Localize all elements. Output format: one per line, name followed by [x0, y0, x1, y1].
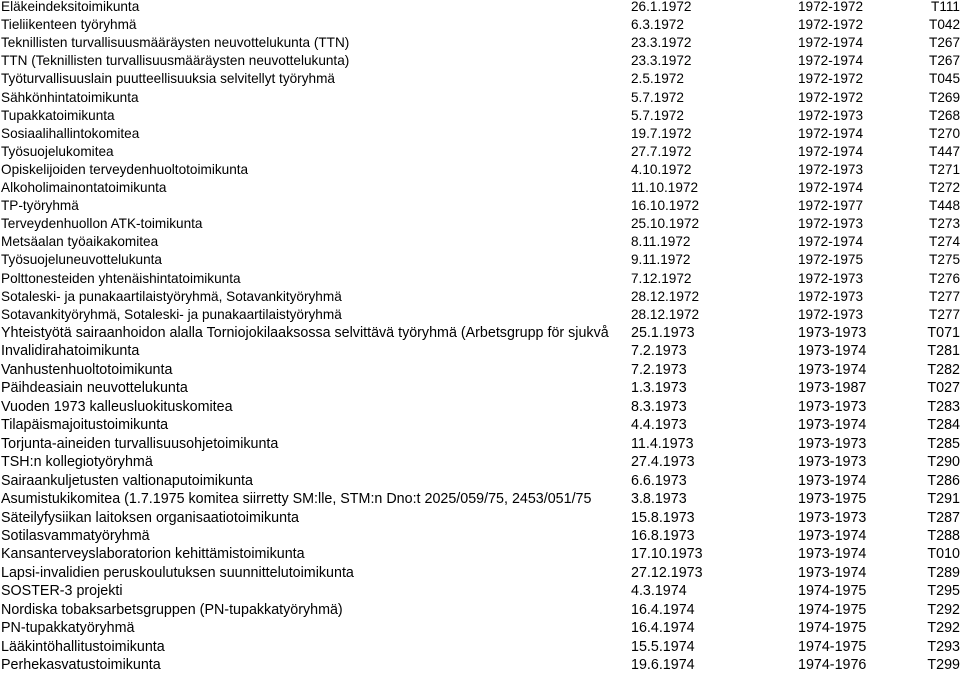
start-date: 28.12.1972: [631, 306, 700, 322]
archive-code: T272: [929, 180, 960, 195]
table-row: [0, 287, 960, 307]
archive-code: T267: [929, 35, 960, 51]
table-row: [0, 378, 960, 398]
year-range: 1974-1975: [798, 620, 867, 637]
committee-name: Polttonesteiden yhtenäishintatoimikunta: [1, 270, 241, 286]
table-row: [0, 106, 960, 126]
archive-code: T285: [927, 435, 960, 452]
start-date: 23.3.1972: [631, 35, 692, 51]
committee-name: Säteilyfysiikan laitoksen organisaatiotoimikunta: [1, 509, 300, 526]
start-date: 27.7.1972: [631, 143, 692, 159]
year-range: 1972-1972: [798, 0, 864, 14]
committee-name: Tieliikenteen työryhmä: [1, 17, 137, 33]
table-row: [0, 124, 960, 144]
start-date: 15.8.1973: [631, 509, 695, 526]
start-date: 8.3.1973: [631, 398, 687, 415]
archive-code: T269: [929, 89, 960, 105]
committee-name: TSH:n kollegiotyöryhmä: [1, 454, 153, 471]
table-row: [0, 544, 960, 564]
year-range: 1973-1975: [798, 491, 867, 507]
start-date: 5.7.1972: [631, 89, 684, 105]
committee-name: Torjunta-aineiden turvallisuusohjetoimikunta: [1, 435, 279, 452]
archive-code: T292: [927, 620, 960, 637]
table-row: [0, 452, 960, 472]
start-date: 5.7.1972: [631, 107, 684, 123]
year-range: 1972-1977: [798, 198, 864, 214]
year-range: 1974-1975: [798, 638, 867, 655]
start-date: 11.10.1972: [631, 180, 699, 195]
year-range: 1974-1975: [798, 601, 867, 618]
table-row: [0, 489, 960, 509]
start-date: 16.4.1974: [631, 620, 695, 637]
table-row: [0, 526, 960, 546]
start-date: 3.8.1973: [631, 491, 687, 507]
start-date: 25.10.1972: [631, 216, 700, 232]
table-row: [0, 655, 960, 675]
year-range: 1972-1974: [798, 143, 864, 159]
table-row: [0, 581, 960, 601]
committee-name: Kansanterveyslaboratorion kehittämistoimikunta: [1, 546, 305, 563]
archive-code: T295: [927, 583, 960, 600]
year-range: 1973-1973: [798, 325, 867, 341]
archive-code: T291: [927, 491, 960, 507]
committee-name: Vanhustenhuoltotoimikunta: [1, 361, 173, 378]
committee-name: PN-tupakkatyöryhmä: [1, 620, 135, 637]
archive-code: T071: [927, 325, 960, 341]
archive-code: T288: [927, 528, 960, 544]
archive-code: T448: [929, 198, 960, 214]
committee-name: Sotaleski- ja punakaartilaistyöryhmä, Sotavankityöryhmä: [1, 288, 342, 304]
start-date: 16.10.1972: [631, 198, 700, 214]
start-date: 11.4.1973: [631, 435, 694, 452]
table-row: [0, 397, 960, 417]
archive-code: T111: [931, 0, 960, 14]
year-range: 1973-1974: [798, 564, 867, 581]
table-row: [0, 563, 960, 583]
start-date: 7.12.1972: [631, 270, 692, 286]
table-row: [0, 160, 960, 180]
year-range: 1972-1973: [798, 161, 864, 177]
start-date: 4.3.1974: [631, 583, 687, 600]
start-date: 6.6.1973: [631, 472, 687, 489]
committee-name: TP-työryhmä: [1, 198, 79, 214]
table-row: [0, 618, 960, 638]
committee-name: Tilapäismajoitustoimikunta: [1, 417, 169, 434]
year-range: 1973-1974: [798, 546, 867, 563]
table-row: [0, 69, 960, 89]
committee-name: Sosiaalihallintokomitea: [1, 125, 140, 141]
archive-code: T027: [927, 380, 960, 397]
archive-code: T273: [929, 216, 960, 232]
committee-name: Työsuojeluneuvottelukunta: [1, 252, 162, 268]
table-row: [0, 434, 960, 454]
year-range: 1972-1972: [798, 17, 864, 33]
start-date: 4.4.1973: [631, 417, 687, 434]
start-date: 19.6.1974: [631, 657, 695, 674]
table-row: [0, 471, 960, 491]
table-row: [0, 214, 960, 234]
committee-name: Metsäalan työaikakomitea: [1, 234, 159, 250]
archive-code: T045: [929, 71, 960, 87]
start-date: 4.10.1972: [631, 161, 692, 177]
start-date: 7.2.1973: [631, 361, 687, 378]
start-date: 16.4.1974: [631, 601, 695, 618]
archive-code: T276: [929, 270, 960, 286]
archive-code: T010: [927, 546, 960, 563]
archive-code: T299: [927, 657, 960, 674]
committee-name: Päihdeasiain neuvottelukunta: [1, 380, 188, 397]
year-range: 1974-1975: [798, 583, 867, 600]
archive-code: T275: [929, 252, 960, 268]
year-range: 1973-1973: [798, 454, 867, 471]
archive-code: T283: [927, 398, 960, 415]
start-date: 27.4.1973: [631, 454, 695, 471]
committee-name: SOSTER-3 projekti: [1, 583, 123, 600]
committee-name: Nordiska tobaksarbetsgruppen (PN-tupakkatyöryhmä): [1, 601, 343, 618]
year-range: 1972-1973: [798, 270, 864, 286]
table-row: [0, 250, 960, 270]
table-row: [0, 341, 960, 361]
archive-code: T286: [927, 472, 960, 489]
committee-name: Sotavankityöryhmä, Sotaleski- ja punakaartilaistyöryhmä: [1, 306, 342, 322]
year-range: 1972-1974: [798, 53, 864, 69]
committee-name: Terveydenhuollon ATK-toimikunta: [1, 216, 203, 232]
year-range: 1972-1975: [798, 252, 864, 268]
table-row: [0, 600, 960, 620]
year-range: 1972-1973: [798, 216, 864, 232]
archive-code: T042: [929, 17, 960, 33]
archive-code: T290: [927, 454, 960, 471]
committee-name: Opiskelijoiden terveydenhuoltotoimikunta: [1, 161, 249, 177]
table-row: [0, 323, 960, 343]
archive-code: T277: [929, 288, 960, 304]
committee-name: Lapsi-invalidien peruskoulutuksen suunnittelutoimikunta: [1, 564, 354, 581]
year-range: 1973-1973: [798, 509, 867, 526]
table-row: [0, 15, 960, 35]
year-range: 1972-1974: [798, 35, 864, 51]
start-date: 9.11.1972: [631, 252, 691, 268]
year-range: 1972-1974: [798, 180, 864, 195]
year-range: 1972-1973: [798, 288, 864, 304]
committee-name: Vuoden 1973 kalleusluokituskomitea: [1, 398, 233, 415]
year-range: 1972-1972: [798, 71, 864, 87]
committee-name: Lääkintöhallitustoimikunta: [1, 638, 165, 655]
archive-code: T284: [927, 417, 960, 434]
start-date: 23.3.1972: [631, 53, 692, 69]
committee-name: TTN (Teknillisten turvallisuusmääräysten neuvottelukunta): [1, 53, 350, 69]
archive-code: T287: [927, 509, 960, 526]
year-range: 1973-1974: [798, 361, 867, 378]
committee-name: Invalidirahatoimikunta: [1, 343, 140, 360]
start-date: 26.1.1972: [631, 0, 692, 14]
table-row: [0, 178, 960, 198]
committee-name: Asumistukikomitea (1.7.1975 komitea siirretty SM:lle, STM:n Dno:t 2025/059/75, 2453/051/75: [1, 491, 592, 507]
archive-code: T293: [927, 638, 960, 655]
table-row: [0, 305, 960, 325]
committee-name: Työturvallisuuslain puutteellisuuksia selvitellyt työryhmä: [1, 71, 335, 87]
table-row: [0, 33, 960, 53]
table-row: [0, 269, 960, 289]
archive-code: T281: [927, 343, 960, 360]
start-date: 6.3.1972: [631, 17, 684, 33]
start-date: 1.3.1973: [631, 380, 687, 397]
start-date: 19.7.1972: [631, 125, 692, 141]
start-date: 17.10.1973: [631, 546, 703, 563]
year-range: 1972-1974: [798, 234, 864, 250]
year-range: 1974-1976: [798, 657, 867, 674]
start-date: 8.11.1972: [631, 234, 691, 250]
year-range: 1973-1973: [798, 398, 867, 415]
year-range: 1972-1973: [798, 107, 864, 123]
year-range: 1972-1972: [798, 89, 864, 105]
committee-name: Työsuojelukomitea: [1, 143, 114, 159]
archive-code: T277: [929, 306, 960, 322]
table-row: [0, 51, 960, 71]
start-date: 2.5.1972: [631, 71, 684, 87]
start-date: 16.8.1973: [631, 528, 695, 544]
table-row: [0, 508, 960, 528]
start-date: 15.5.1974: [631, 638, 695, 655]
year-range: 1973-1974: [798, 528, 867, 544]
archive-code: T447: [929, 143, 960, 159]
year-range: 1972-1974: [798, 125, 864, 141]
table-row: [0, 196, 960, 216]
table-row: [0, 637, 960, 657]
table-row: [0, 360, 960, 380]
committee-name: Sotilasvammatyöryhmä: [1, 528, 150, 544]
table-row: [0, 415, 960, 435]
committee-name: Eläkeindeksitoimikunta: [1, 0, 140, 14]
committee-name: Sähkönhintatoimikunta: [1, 89, 139, 105]
year-range: 1973-1973: [798, 435, 867, 452]
table-row: [0, 142, 960, 162]
year-range: 1973-1987: [798, 380, 867, 397]
start-date: 27.12.1973: [631, 564, 703, 581]
year-range: 1973-1974: [798, 472, 867, 489]
archive-code: T289: [927, 564, 960, 581]
archive-code: T268: [929, 107, 960, 123]
committee-name: Yhteistyötä sairaanhoidon alalla Torniojokilaaksossa selvittävä työryhmä (Arbetsgrupp för sjukvå: [1, 325, 609, 341]
table-row: [0, 232, 960, 252]
committee-name: Teknillisten turvallisuusmääräysten neuvottelukunta (TTN): [1, 35, 350, 51]
year-range: 1972-1973: [798, 306, 864, 322]
committee-name: Perhekasvatustoimikunta: [1, 657, 161, 674]
start-date: 7.2.1973: [631, 343, 687, 360]
archive-code: T267: [929, 53, 960, 69]
archive-code: T271: [929, 161, 960, 177]
archive-code: T292: [927, 601, 960, 618]
archive-code: T274: [929, 234, 960, 250]
year-range: 1973-1974: [798, 343, 867, 360]
table-row: [0, 88, 960, 108]
archive-code: T282: [927, 361, 960, 378]
year-range: 1973-1974: [798, 417, 867, 434]
archive-code: T270: [929, 125, 960, 141]
committee-name: Sairaankuljetusten valtionaputoimikunta: [1, 472, 253, 489]
committee-name: Tupakkatoimikunta: [1, 107, 115, 123]
start-date: 25.1.1973: [631, 325, 695, 341]
committee-name: Alkoholimainontatoimikunta: [1, 180, 167, 195]
start-date: 28.12.1972: [631, 288, 700, 304]
